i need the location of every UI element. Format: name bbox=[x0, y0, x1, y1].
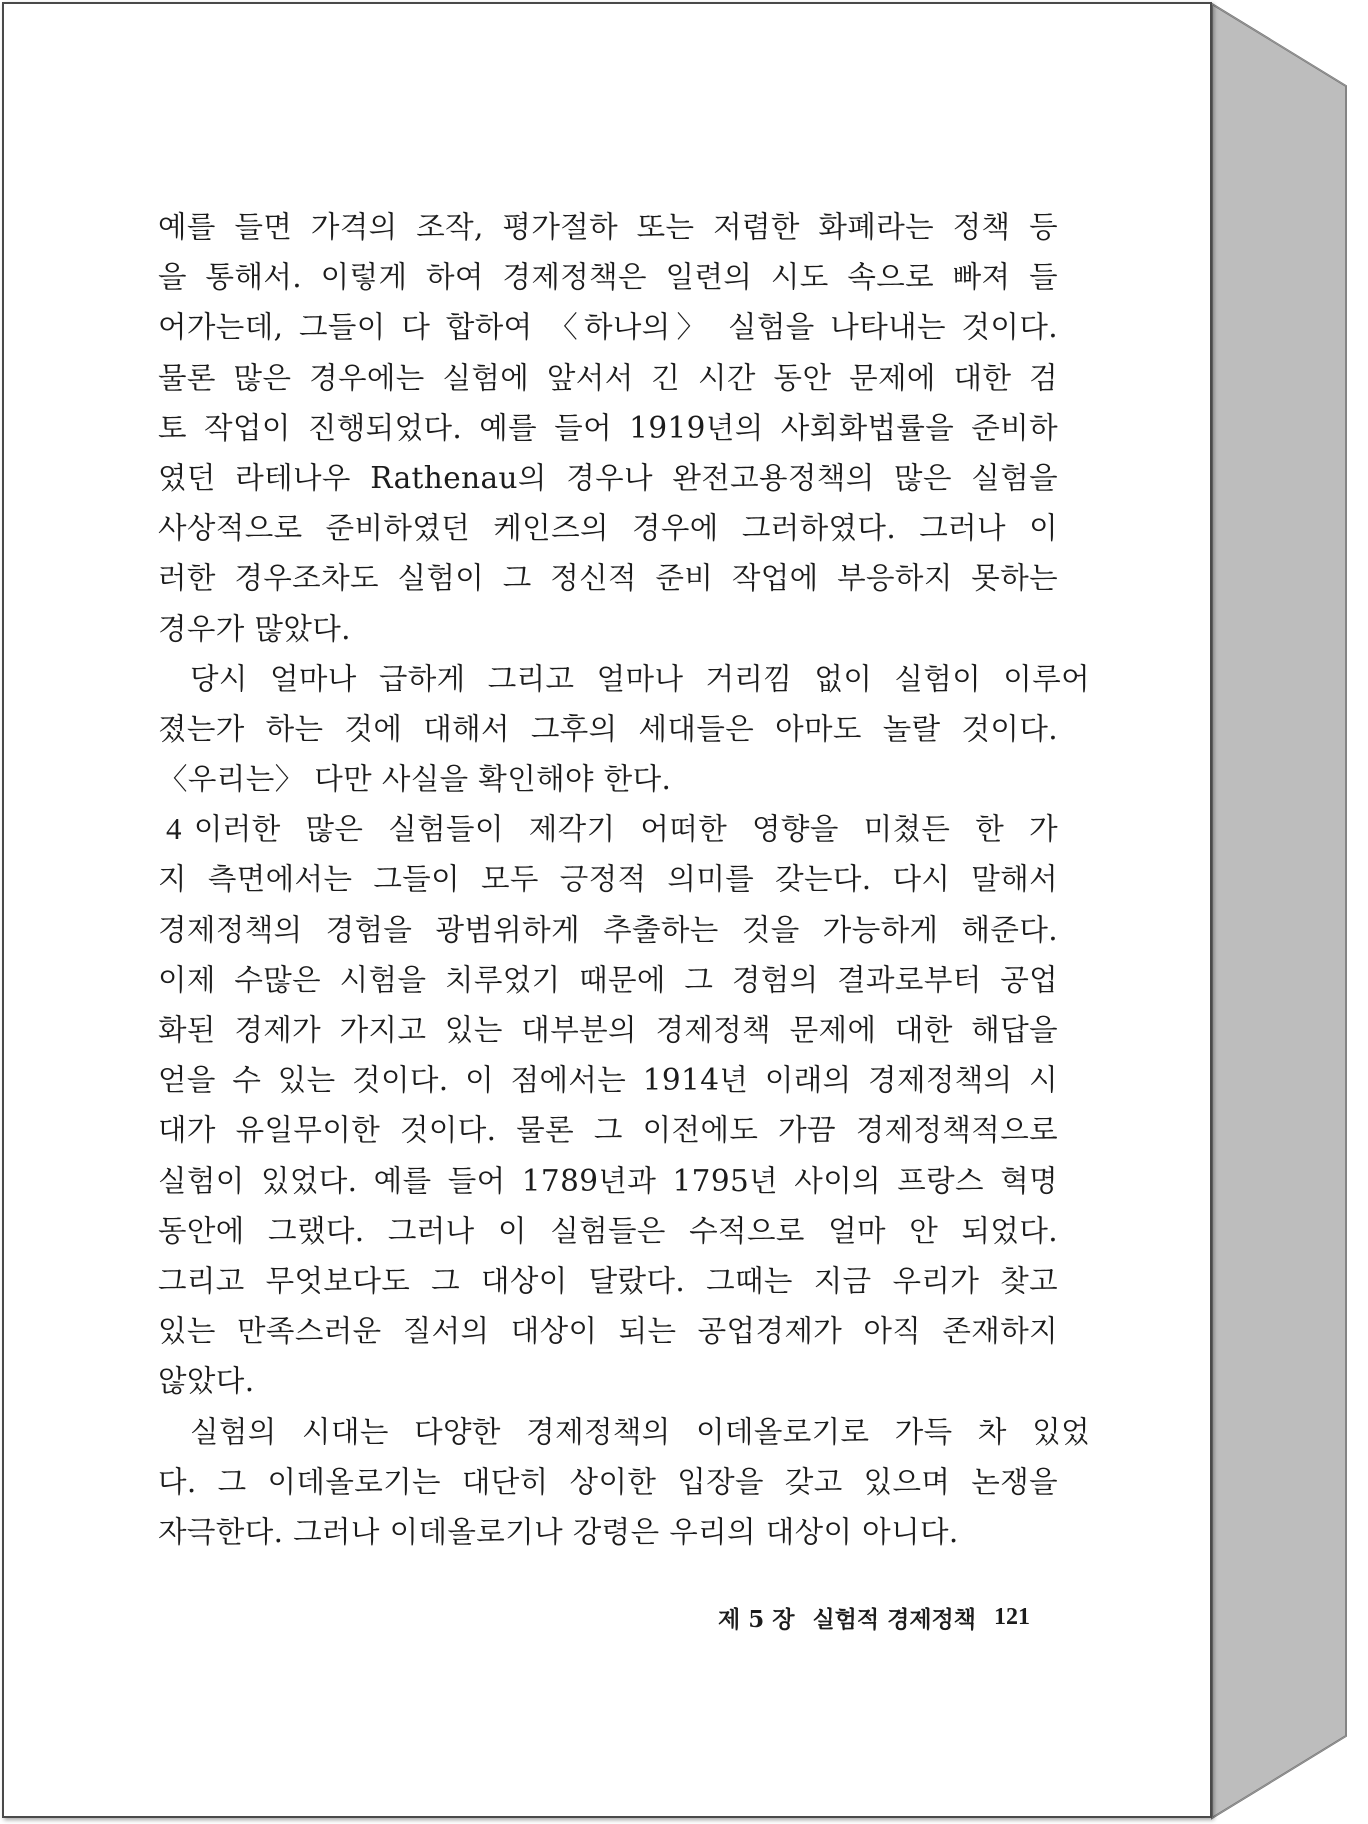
text-line bbox=[158, 553, 1058, 603]
text-line bbox=[158, 1356, 1058, 1406]
text-line bbox=[158, 1407, 1090, 1457]
paragraph bbox=[158, 804, 1058, 1406]
line-text: 그리고 무엇보다도 그 대상이 달랐다. 그때는 지금 우리가 찾고 bbox=[158, 1263, 1058, 1298]
text-line bbox=[158, 302, 1058, 352]
chapter-label: 제 5 장 bbox=[717, 1605, 795, 1633]
text-line bbox=[158, 804, 1058, 854]
line-text: 자극한다. 그러나 이데올로기나 강령은 우리의 대상이 아니다. bbox=[158, 1514, 959, 1549]
text-line bbox=[158, 754, 1058, 804]
text-line bbox=[158, 1055, 1058, 1105]
text-line bbox=[158, 1156, 1058, 1206]
line-text: 동안에 그랬다. 그러나 이 실험들은 수적으로 얼마 안 되었다. bbox=[158, 1213, 1058, 1248]
line-text: 대가 유일무이한 것이다. 물론 그 이전에도 가끔 경제정책적으로 bbox=[158, 1113, 1058, 1148]
text-line bbox=[158, 353, 1058, 403]
line-text: 러한 경우조차도 실험이 그 정신적 준비 작업에 부응하지 못하는 bbox=[158, 561, 1058, 596]
text-line bbox=[158, 654, 1090, 704]
line-text: 당시 얼마나 급하게 그리고 얼마나 거리낌 없이 실험이 이루어 bbox=[190, 661, 1090, 696]
text-line bbox=[158, 1306, 1058, 1356]
line-text: 지 측면에서는 그들이 모두 긍정적 의미를 갖는다. 다시 말해서 bbox=[158, 862, 1058, 897]
text-line bbox=[158, 252, 1058, 302]
text-line bbox=[158, 1105, 1058, 1155]
line-text: 어가는데, 그들이 다 합하여 〈하나의〉 실험을 나타내는 것이다. bbox=[158, 310, 1058, 345]
page-number: 121 bbox=[994, 1603, 1030, 1630]
line-text: 있는 만족스러운 질서의 대상이 되는 공업경제가 아직 존재하지 bbox=[158, 1314, 1058, 1349]
paragraph bbox=[158, 654, 1090, 805]
text-line bbox=[158, 1507, 1058, 1557]
line-text: 을 통해서. 이렇게 하여 경제정책은 일련의 시도 속으로 빠져 들 bbox=[158, 260, 1058, 295]
section-number: 4 bbox=[166, 811, 182, 847]
text-line bbox=[158, 1206, 1058, 1256]
line-text: 얻을 수 있는 것이다. 이 점에서는 1914년 이래의 경제정책의 시 bbox=[158, 1063, 1058, 1098]
text-line bbox=[158, 202, 1058, 252]
paragraph bbox=[158, 1407, 1090, 1558]
body-text bbox=[158, 202, 1090, 1557]
line-text: 다. 그 이데올로기는 대단히 상이한 입장을 갖고 있으며 논쟁을 bbox=[158, 1464, 1058, 1499]
line-text: 경제정책의 경험을 광범위하게 추출하는 것을 가능하게 해준다. bbox=[158, 912, 1058, 947]
chapter-title: 실험적 경제정책 bbox=[812, 1605, 976, 1633]
text-line bbox=[158, 503, 1058, 553]
text-line bbox=[158, 453, 1058, 503]
line-text: 실험의 시대는 다양한 경제정책의 이데올로기로 가득 차 있었 bbox=[190, 1414, 1090, 1449]
line-text: 않았다. bbox=[158, 1364, 255, 1399]
line-text: 실험이 있었다. 예를 들어 1789년과 1795년 사이의 프랑스 혁명 bbox=[158, 1163, 1058, 1198]
line-text: 물론 많은 경우에는 실험에 앞서서 긴 시간 동안 문제에 대한 검 bbox=[158, 360, 1058, 395]
line-text: 화된 경제가 가지고 있는 대부분의 경제정책 문제에 대한 해답을 bbox=[158, 1013, 1058, 1047]
text-line bbox=[158, 955, 1058, 1005]
text-line bbox=[158, 854, 1058, 904]
text-line bbox=[158, 1457, 1058, 1507]
line-text: 였던 라테나우 Rathenau의 경우나 완전고용정책의 많은 실험을 bbox=[158, 460, 1058, 495]
text-line bbox=[158, 704, 1058, 754]
line-text: 토 작업이 진행되었다. 예를 들어 1919년의 사회화법률을 준비하 bbox=[158, 410, 1058, 445]
line-text: 이러한 많은 실험들이 제각기 어떠한 영향을 미쳤든 한 가 bbox=[193, 812, 1058, 847]
paragraph bbox=[158, 202, 1058, 654]
text-line bbox=[158, 604, 1058, 654]
running-foot bbox=[700, 1597, 1030, 1637]
line-text: 경우가 많았다. bbox=[158, 611, 351, 646]
line-text: 이제 수많은 시험을 치루었기 때문에 그 경험의 결과로부터 공업 bbox=[158, 962, 1058, 997]
text-line bbox=[158, 905, 1058, 955]
line-text: 〈우리는〉 다만 사실을 확인해야 한다. bbox=[158, 762, 672, 797]
text-line bbox=[158, 1256, 1058, 1306]
line-text: 예를 들면 가격의 조작, 평가절하 또는 저렴한 화폐라는 정책 등 bbox=[158, 210, 1058, 244]
text-line bbox=[158, 1005, 1058, 1055]
line-text: 사상적으로 준비하였던 케인즈의 경우에 그러하였다. 그러나 이 bbox=[158, 511, 1058, 546]
text-line bbox=[158, 403, 1058, 453]
line-text: 졌는가 하는 것에 대해서 그후의 세대들은 아마도 놀랄 것이다. bbox=[158, 711, 1058, 746]
